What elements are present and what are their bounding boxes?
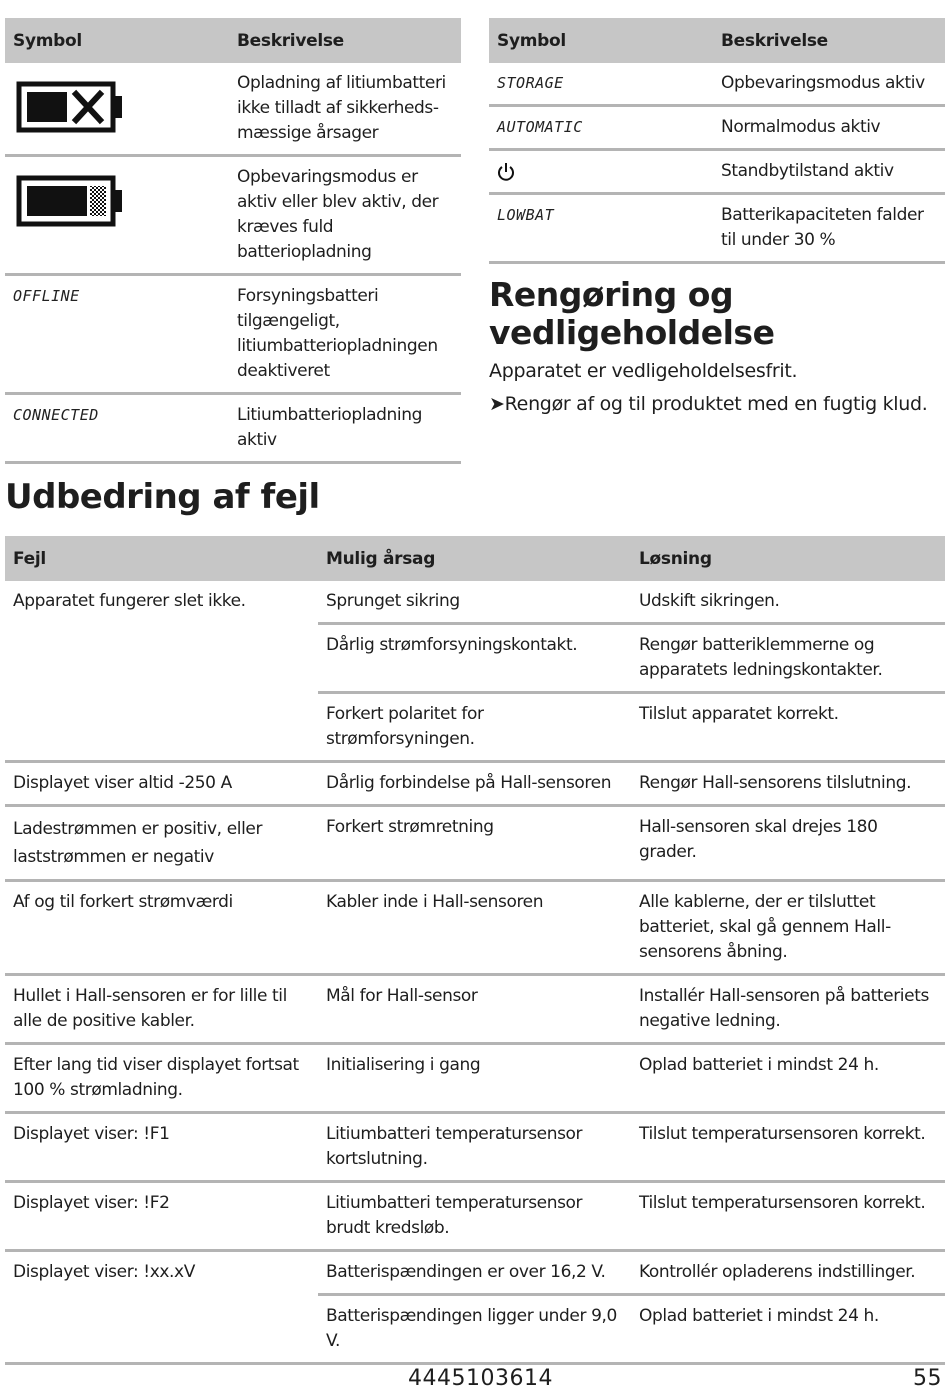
battery-cross-icon: [16, 81, 126, 133]
description: Normalmodus aktiv: [713, 106, 945, 150]
battery-storage-icon: [16, 175, 126, 227]
cleaning-step-text: Rengør af og til produktet med en fugtig klud.: [504, 393, 928, 415]
column-header-symbol: Symbol: [489, 18, 713, 63]
description: Standbytilstand aktiv: [713, 150, 945, 194]
solution-cell: Rengør Hall-sensorens tilslutning.: [631, 762, 945, 806]
description: Opladning af litiumbatteri ikke tilladt af sikkerheds-mæssige årsager: [229, 63, 461, 156]
solution-cell: Oplad batteriet i mindst 24 h.: [631, 1044, 945, 1113]
cause-cell: Forkert strømretning: [318, 806, 631, 881]
fault-cell: Af og til forkert strømværdi: [5, 881, 318, 975]
fault-cell: Hullet i Hall-sensoren er for lille til alle de positive kabler.: [5, 975, 318, 1044]
solution-cell: Oplad batteriet i mindst 24 h.: [631, 1295, 945, 1364]
column-header-description: Beskrivelse: [713, 18, 945, 63]
display-text-lowbat: LOWBAT: [497, 206, 555, 224]
table-row: [489, 150, 945, 194]
fault-cell: Efter lang tid viser displayet fortsat 100 % strømladning.: [5, 1044, 318, 1113]
step-arrow-icon: ➤: [489, 393, 505, 415]
table-row: [5, 1113, 945, 1182]
column-header-description: Beskrivelse: [229, 18, 461, 63]
table-row: [5, 1251, 945, 1295]
table-row: [5, 881, 945, 975]
cause-cell: Forkert polaritet for strømforsyningen.: [318, 693, 631, 762]
cause-cell: Batterispændingen er over 16,2 V.: [318, 1251, 631, 1295]
solution-cell: Hall-sensoren skal drejes 180 grader.: [631, 806, 945, 881]
display-text-offline: OFFLINE: [13, 287, 80, 305]
table-row: [489, 63, 945, 106]
table-row: [5, 394, 461, 463]
cause-cell: Kabler inde i Hall-sensoren: [318, 881, 631, 975]
table-row: [5, 806, 945, 881]
solution-cell: Kontrollér opladerens indstillinger.: [631, 1251, 945, 1295]
table-row: [5, 975, 945, 1044]
table-row: [5, 581, 945, 624]
fault-cell: Apparatet fungerer slet ikke.: [5, 581, 318, 762]
description: Opbevaringsmodus aktiv: [713, 63, 945, 106]
solution-cell: Installér Hall-sensoren på batteriets negative ledning.: [631, 975, 945, 1044]
table-row: [5, 1182, 945, 1251]
cause-cell: Litiumbatteri temperatursensor kortslutning.: [318, 1113, 631, 1182]
cause-cell: Dårlig strømforsyningskontakt.: [318, 624, 631, 693]
solution-cell: Udskift sikringen.: [631, 581, 945, 624]
table-row: [5, 1044, 945, 1113]
column-header-solution: Løsning: [631, 536, 945, 581]
cause-cell: Batterispændingen ligger under 9,0 V.: [318, 1295, 631, 1364]
description: Litiumbatteriopladning aktiv: [229, 394, 461, 463]
solution-cell: Rengør batteriklemmerne og apparatets ledningskontakter.: [631, 624, 945, 693]
cleaning-text: Apparatet er vedligeholdelsesfrit.: [489, 360, 798, 382]
troubleshooting-heading: Udbedring af fejl: [5, 477, 320, 517]
display-text-connected: CONNECTED: [13, 406, 99, 424]
column-header-fault: Fejl: [5, 536, 318, 581]
cleaning-step: [489, 389, 928, 419]
cleaning-heading: Rengøring og vedligeholdelse: [489, 275, 775, 352]
cause-cell: Litiumbatteri temperatursensor brudt kredsløb.: [318, 1182, 631, 1251]
fault-cell: Displayet viser: !F2: [5, 1182, 318, 1251]
display-text-storage: STORAGE: [497, 74, 564, 92]
table-row: [489, 194, 945, 263]
table-row: [5, 275, 461, 394]
page-number: 55: [913, 1366, 942, 1391]
table-row: [5, 156, 461, 275]
cause-cell: Initialisering i gang: [318, 1044, 631, 1113]
solution-cell: Alle kablerne, der er tilsluttet batteriet, skal gå gennem Hall-sensorens åbning.: [631, 881, 945, 975]
cause-cell: Dårlig forbindelse på Hall-sensoren: [318, 762, 631, 806]
description: Batterikapaciteten falder til under 30 %: [713, 194, 945, 263]
power-icon: [497, 162, 515, 182]
fault-cell: Displayet viser: !F1: [5, 1113, 318, 1182]
column-header-cause: Mulig årsag: [318, 536, 631, 581]
fault-cell: Ladestrømmen er positiv, eller laststrømmen er negativ: [5, 806, 318, 881]
cause-cell: Mål for Hall-sensor: [318, 975, 631, 1044]
solution-cell: Tilslut apparatet korrekt.: [631, 693, 945, 762]
fault-cell: Displayet viser altid -250 A: [5, 762, 318, 806]
display-text-automatic: AUTOMATIC: [497, 118, 583, 136]
description: Opbevaringsmodus er aktiv eller blev aktiv, der kræves fuld batteriopladning: [229, 156, 461, 275]
description: Forsyningsbatteri tilgængeligt, litiumbatteriopladningen deaktiveret: [229, 275, 461, 394]
column-header-symbol: Symbol: [5, 18, 229, 63]
table-row: [5, 762, 945, 806]
symbol-table-right: [489, 18, 945, 264]
table-row: [489, 106, 945, 150]
table-row: [5, 63, 461, 156]
cause-cell: Sprunget sikring: [318, 581, 631, 624]
fault-cell: Displayet viser: !xx.xV: [5, 1251, 318, 1364]
solution-cell: Tilslut temperatursensoren korrekt.: [631, 1182, 945, 1251]
solution-cell: Tilslut temperatursensoren korrekt.: [631, 1113, 945, 1182]
troubleshooting-table: [5, 536, 945, 1365]
document-number: 4445103614: [408, 1366, 553, 1391]
symbol-table-left: [5, 18, 461, 464]
